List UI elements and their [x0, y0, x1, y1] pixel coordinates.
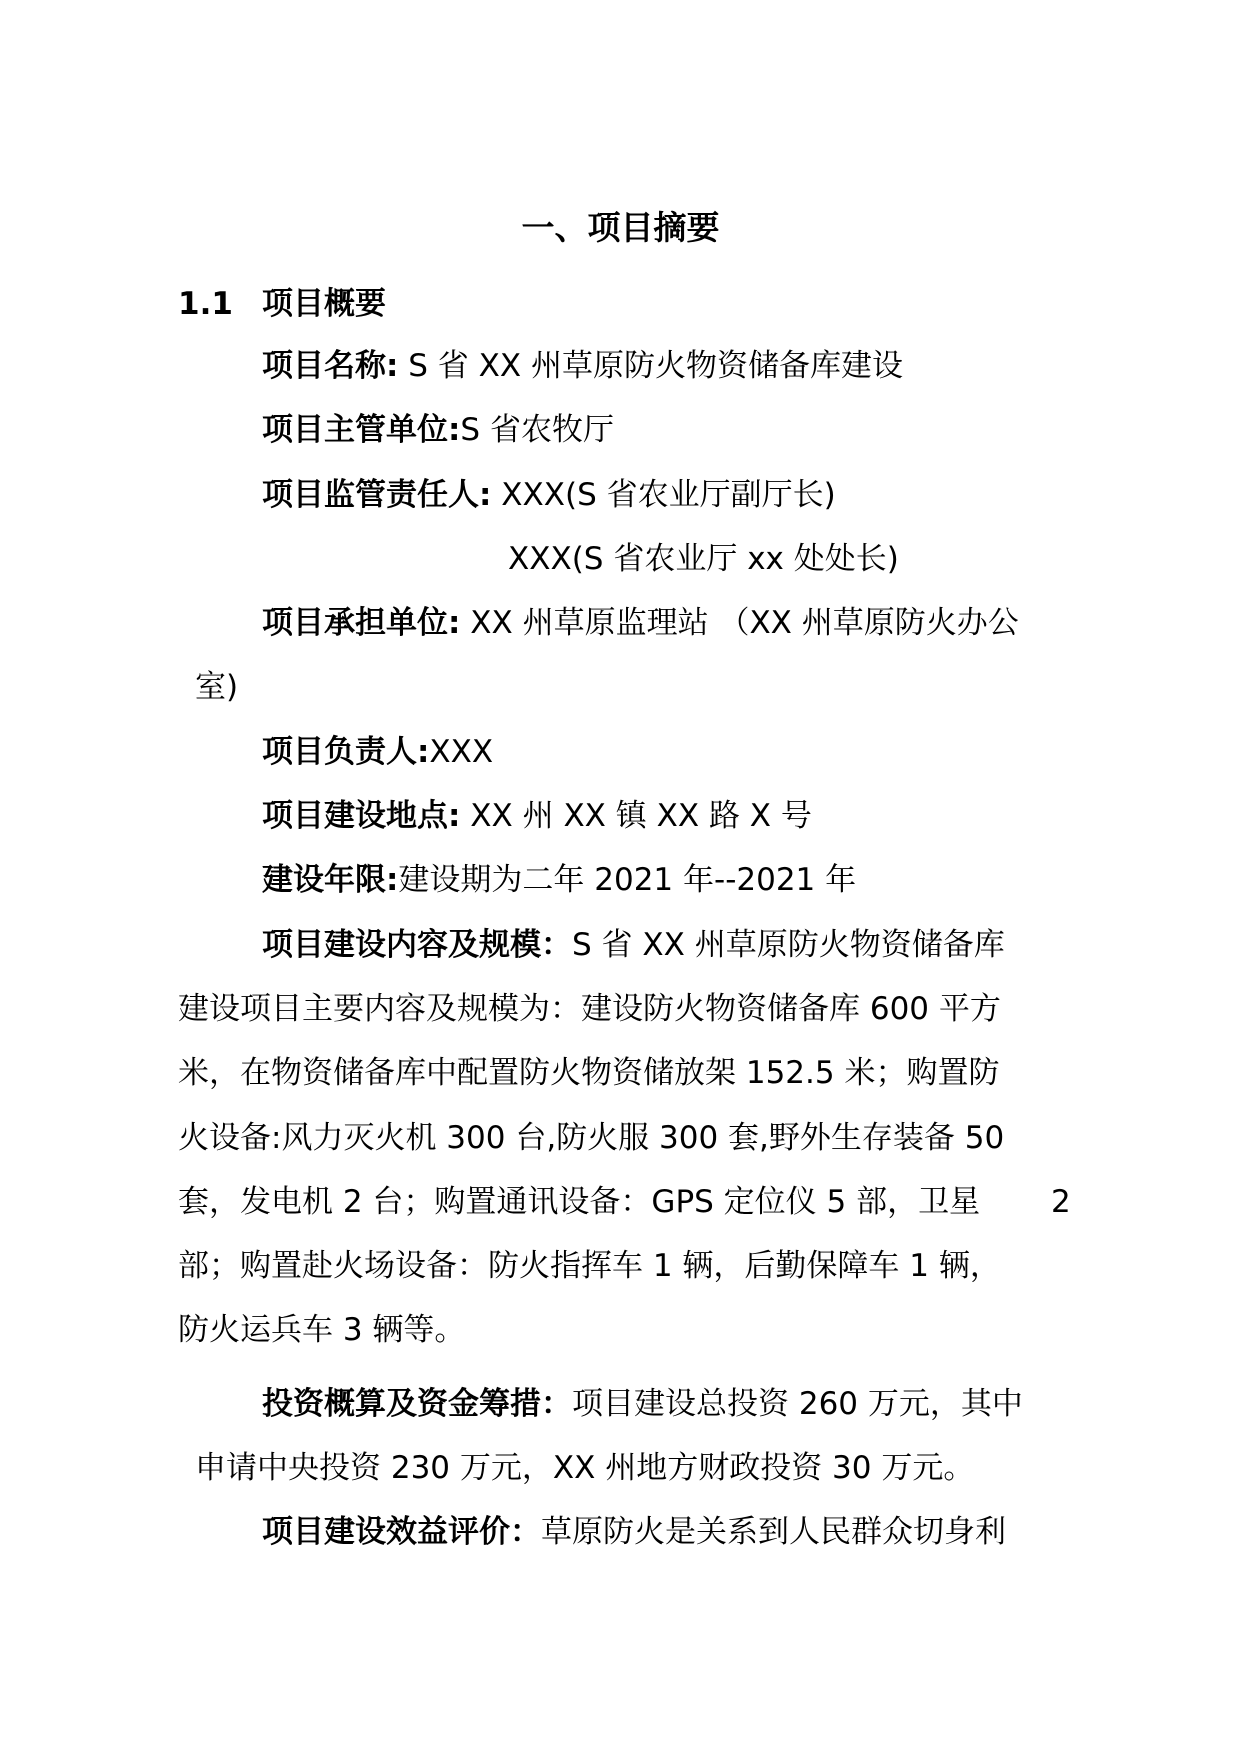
- content-line-7: 防火运兵车 3 辆等。: [178, 1312, 466, 1348]
- location-label: 项目建设地点:: [262, 798, 461, 834]
- content-line-5-tail: 2: [1051, 1184, 1071, 1220]
- investment-label: 投资概算及资金筹措：: [262, 1386, 572, 1422]
- content-line-2: 建设项目主要内容及规模为：建设防火物资储备库 600 平方: [178, 991, 1001, 1027]
- content-line-3: 米，在物资储备库中配置防火物资储放架 152.5 米；购置防: [178, 1055, 1000, 1091]
- department-value: S 省农牧厅: [460, 412, 614, 448]
- location-value: XX 州 XX 镇 XX 路 X 号: [460, 798, 812, 834]
- investment-line-2: 申请中央投资 230 万元，XX 州地方财政投资 30 万元。: [195, 1450, 975, 1486]
- page-title: 一、项目摘要: [521, 208, 720, 247]
- leader-line: [262, 724, 493, 780]
- undertaking-unit-value: XX 州草原监理站 （XX 州草原防火办公: [460, 605, 1019, 641]
- content-text-1: S 省 XX 州草原防火物资储备库: [572, 927, 1005, 963]
- leader-label: 项目负责人:: [262, 734, 430, 770]
- period-value: 建设期为二年 2021 年--2021 年: [398, 862, 857, 898]
- section-number: 1.1: [178, 286, 233, 322]
- project-name-line: [262, 338, 903, 394]
- section-title: 项目概要: [262, 286, 386, 322]
- period-line: [262, 852, 856, 908]
- benefit-text-1: 草原防火是关系到人民群众切身利: [541, 1514, 1006, 1550]
- investment-line-1: [262, 1376, 1023, 1432]
- leader-value: XXX: [429, 734, 494, 770]
- content-line-4: 火设备:风力灭火机 300 台,防火服 300 套,野外生存装备 50: [178, 1120, 1005, 1156]
- investment-text-1: 项目建设总投资 260 万元，其中: [572, 1386, 1023, 1422]
- supervisor-line: [262, 467, 836, 523]
- undertaking-unit-line: [262, 595, 1019, 651]
- supervisor-value-1: XXX(S 省农业厅副厅长): [491, 477, 836, 513]
- undertaking-unit-value-cont: 室): [195, 669, 239, 705]
- content-line-5: 套，发电机 2 台；购置通讯设备：GPS 定位仪 5 部，卫星: [178, 1184, 981, 1220]
- department-line: [262, 402, 614, 458]
- content-line-6: 部；购置赴火场设备：防火指挥车 1 辆，后勤保障车 1 辆，: [178, 1248, 1001, 1284]
- department-label: 项目主管单位:: [262, 412, 461, 448]
- project-name-label: 项目名称:: [262, 348, 399, 384]
- benefit-label: 项目建设效益评价：: [262, 1514, 541, 1550]
- project-name-value: S 省 XX 州草原防火物资储备库建设: [398, 348, 903, 384]
- undertaking-unit-label: 项目承担单位:: [262, 605, 461, 641]
- content-label: 项目建设内容及规模：: [262, 927, 572, 963]
- period-label: 建设年限:: [262, 862, 399, 898]
- content-line-1: [262, 917, 1005, 973]
- benefit-line-1: [262, 1504, 1006, 1560]
- supervisor-value-2: XXX(S 省农业厅 xx 处处长): [508, 541, 899, 577]
- supervisor-label: 项目监管责任人:: [262, 477, 492, 513]
- location-line: [262, 788, 812, 844]
